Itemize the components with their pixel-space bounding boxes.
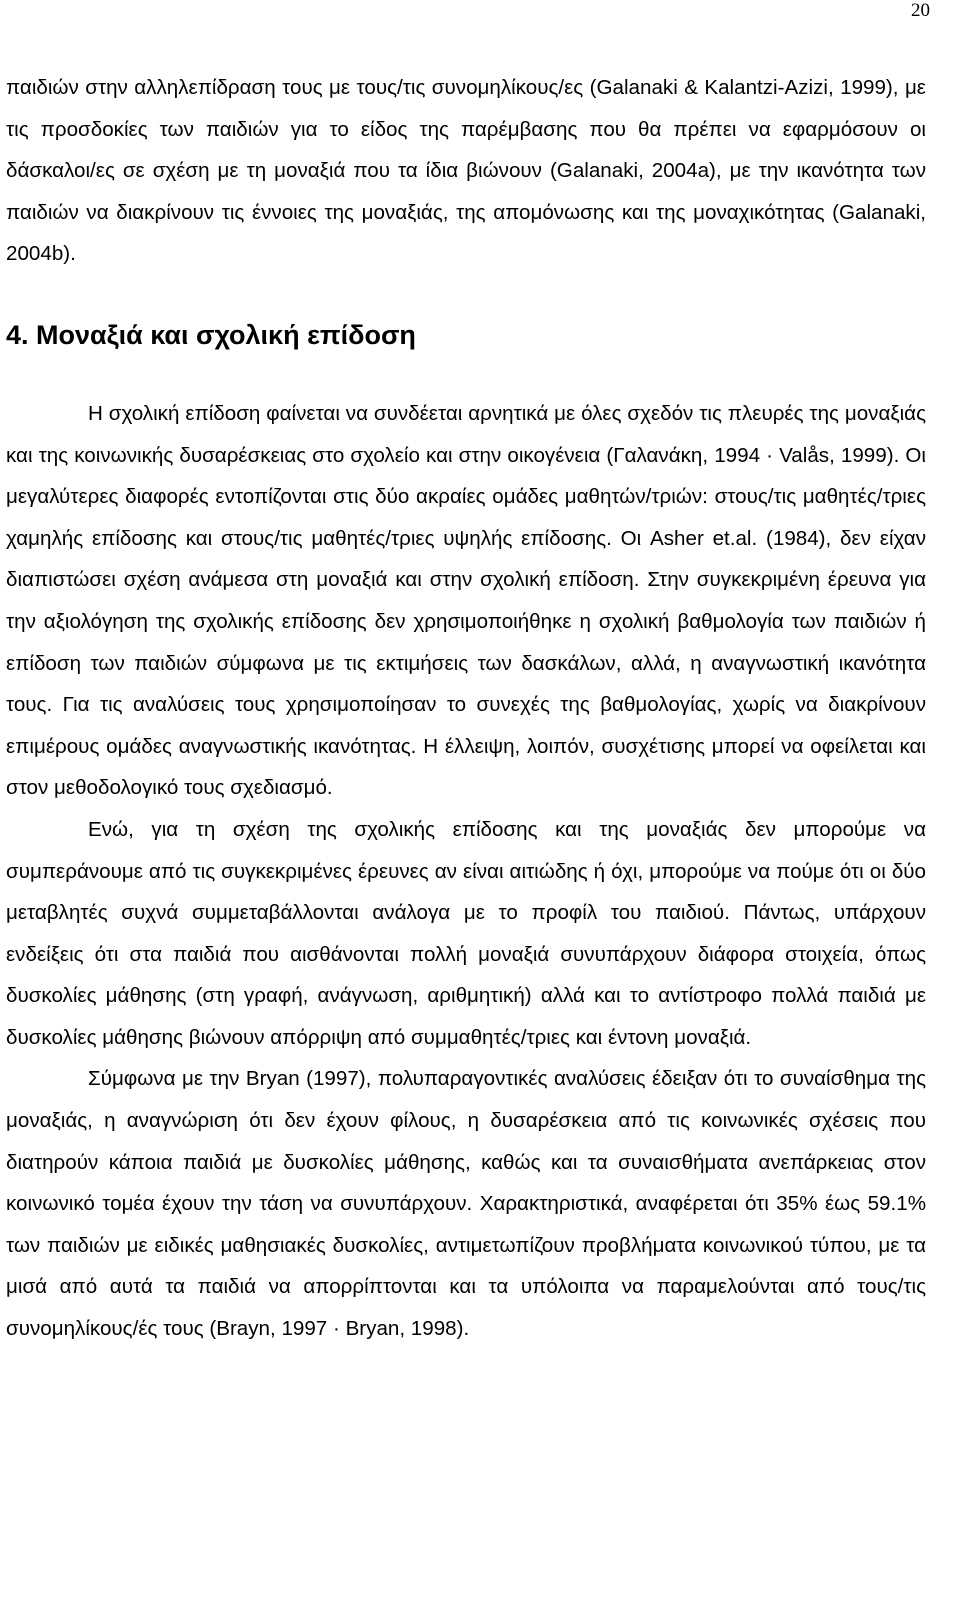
page-number: 20: [911, 0, 930, 21]
document-body: [6, 67, 926, 1350]
paragraph-school-performance: Η σχολική επίδοση φαίνεται να συνδέεται αρνητικά με όλες σχεδόν τις πλευρές της μοναξιάς και της κοινωνικής δυσαρέσκειας στο σχολείο και στην οικογένεια (Γαλανάκη, 1994 · Valås, 1999). Οι μεγαλύτερες διαφορές εντοπίζονται στις δύο ακραίες ομάδες μαθητών/τριών: στους/τις μαθητές/τριες χαμηλής επίδοσης και στους/τις μαθητές/τριες υψηλής επίδοσης. Οι Asher et.al. (1984), δεν είχαν διαπιστώσει σχέση ανάμεσα στη μοναξιά και στην σχολική επίδοση. Στην συγκεκριμένη έρευνα για την αξιολόγηση της σχολικής επίδοσης δεν χρησιμοποιήθηκε η σχολική βαθμολογία των παιδιών ή επίδοση των παιδιών σύμφωνα με τις εκτιμήσεις των δασκάλων, αλλά, η αναγνωστική ικανότητα τους. Για τις αναλύσεις τους χρησιμοποίησαν το συνεχές της βαθμολογίας, χωρίς να διακρίνουν επιμέρους ομάδες αναγνωστικής ικανότητας. Η έλλειψη, λοιπόν, συσχέτισης μπορεί να οφείλεται και στον μεθοδολογικό τους σχεδιασμό.: [6, 401, 926, 800]
section-heading: 4. Μοναξιά και σχολική επίδοση: [6, 319, 416, 350]
intro-paragraph: παιδιών στην αλληλεπίδραση τους με τους/τις συνομηλίκους/ες (Galanaki & Kalantzi-Azizi, 1999), με τις προσδοκίες των παιδιών για το είδος της παρέμβασης που θα πρέπει να εφαρμόσουν οι δάσκαλοι/ες σε σχέση με τη μοναξιά που τα ίδια βιώνουν (Galanaki, 2004a), με την ικανότητα των παιδιών να διακρίνουν τις έννοιες της μοναξιάς, της απομόνωσης και της μοναχικότητας (Galanaki, 2004b).: [6, 76, 926, 266]
paragraph-causal-relation: Ενώ, για τη σχέση της σχολικής επίδοσης και της μοναξιάς δεν μπορούμε να συμπεράνουμε από τις συγκεκριμένες έρευνες αν είναι αιτιώδης ή όχι, μπορούμε να πούμε ότι οι δύο μεταβλητές συχνά συμμεταβάλλονται ανάλογα με το προφίλ του παιδιού. Πάντως, υπάρχουν ενδείξεις ότι στα παιδιά που αισθάνονται πολλή μοναξιά συνυπάρχουν διάφορα στοιχεία, όπως δυσκολίες μάθησης (στη γραφή, ανάγνωση, αριθμητική) αλλά και το αντίστροφο πολλά παιδιά με δυσκολίες μάθησης βιώνουν απόρριψη από συμμαθητές/τριες και έντονη μοναξιά.: [6, 817, 926, 1049]
paragraph-bryan-study: Σύμφωνα με την Bryan (1997), πολυπαραγοντικές αναλύσεις έδειξαν ότι το συναίσθημα της μοναξιάς, η αναγνώριση ότι δεν έχουν φίλους, η δυσαρέσκεια από τις κοινωνικές σχέσεις που διατηρούν κάποια παιδιά με δυσκολίες μάθησης, καθώς και τα συναισθήματα ανεπάρκειας στον κοινωνικό τομέα έχουν την τάση να συνυπάρχουν. Χαρακτηριστικά, αναφέρεται ότι 35% έως 59.1% των παιδιών με ειδικές μαθησιακές δυσκολίες, αντιμετωπίζουν προβλήματα κοινωνικού τύπου, με τα μισά από αυτά τα παιδιά να απορρίπτονται και τα υπόλοιπα να παραμελούνται από τους/τις συνομηλίκους/ές τους (Brayn, 1997 · Bryan, 1998).: [6, 1067, 926, 1341]
